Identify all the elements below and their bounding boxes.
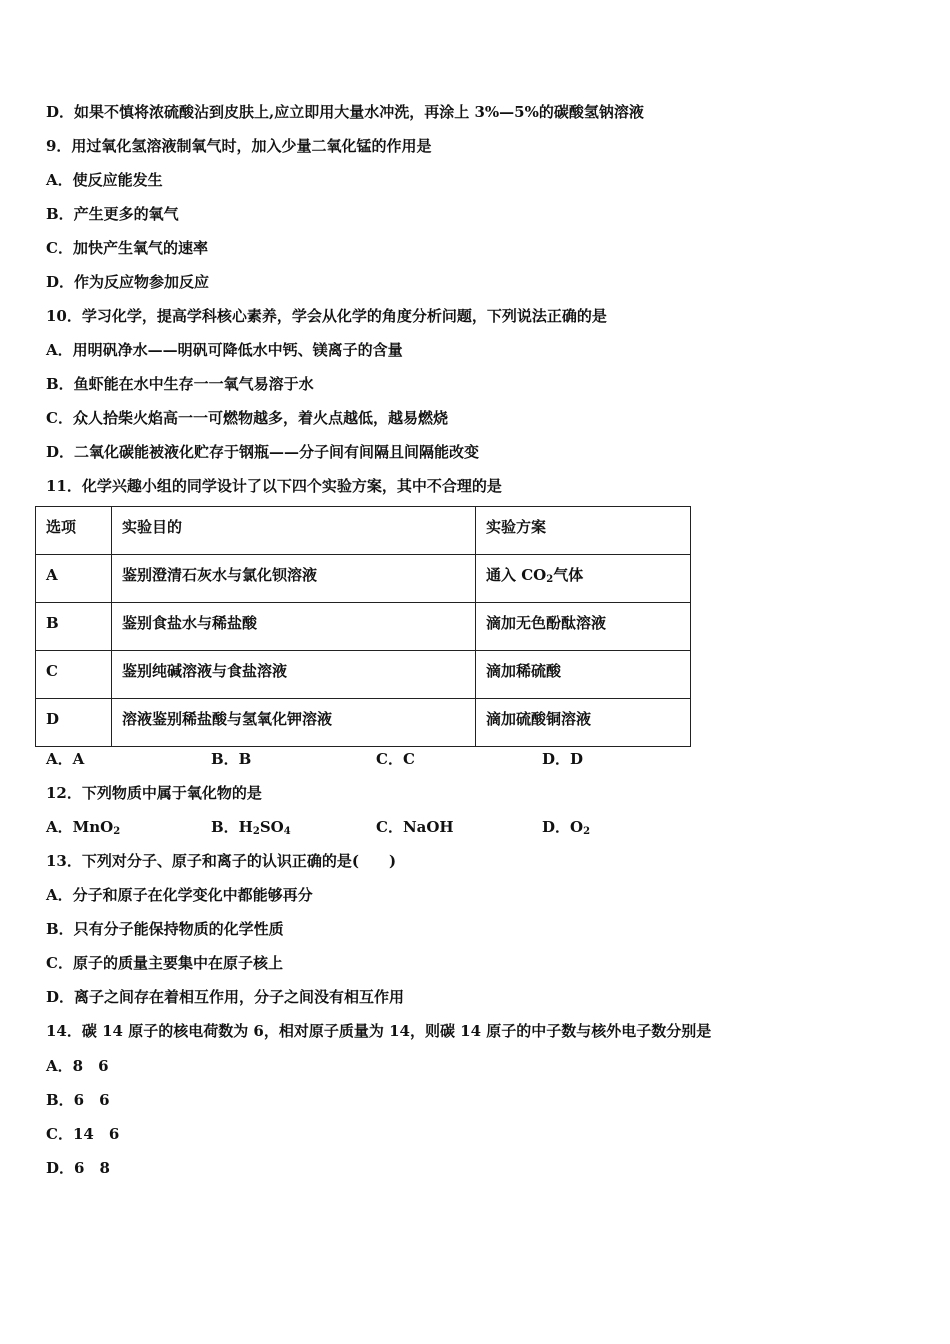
- q14-stem: 14．碳 14 原子的核电荷数为 6，相对原子质量为 14，则碳 14 原子的中子数与核外电子数分别是: [46, 1022, 712, 1040]
- row-option: C: [36, 651, 112, 699]
- row-plan: 滴加无色酚酞溶液: [476, 603, 691, 651]
- table-row: [36, 603, 691, 651]
- header-purpose: 实验目的: [112, 507, 476, 555]
- q10-option-d: D．二氧化碳能被液化贮存于钢瓶——分子间有间隔且间隔能改变: [46, 443, 480, 461]
- q12-option-b: B．$H_2SO_4$: [211, 818, 291, 837]
- q12-option-c: C．NaOH: [376, 818, 454, 836]
- q9-option-d: D．作为反应物参加反应: [46, 273, 210, 291]
- table-row: [36, 699, 691, 747]
- row-purpose: 鉴别澄清石灰水与氯化钡溶液: [112, 555, 476, 603]
- row-option: A: [36, 555, 112, 603]
- table-header-row: [36, 507, 691, 555]
- q13-option-b: B．只有分子能保持物质的化学性质: [46, 920, 284, 938]
- row-plan: 滴加稀硫酸: [476, 651, 691, 699]
- q10-option-b: B．鱼虾能在水中生存一一氧气易溶于水: [46, 375, 314, 393]
- q10-option-c: C．众人拾柴火焰高一一可燃物越多，着火点越低，越易燃烧: [46, 409, 448, 427]
- q14-option-c: C．14 6: [46, 1125, 120, 1143]
- q9-option-b: B．产生更多的氧气: [46, 205, 179, 223]
- q8-option-d: D．如果不慎将浓硫酸沾到皮肤上,应立即用大量水冲洗，再涂上 3%—5%的碳酸氢钠溶液: [46, 103, 644, 121]
- q11-option-c: C．C: [376, 750, 415, 768]
- q12-option-d: D．$O_2$: [542, 818, 591, 837]
- q13-option-c: C．原子的质量主要集中在原子核上: [46, 954, 283, 972]
- row-purpose: 鉴别食盐水与稀盐酸: [112, 603, 476, 651]
- q10-stem: 10．学习化学，提高学科核心素养，学会从化学的角度分析问题，下列说法正确的是: [46, 307, 607, 325]
- row-option: D: [36, 699, 112, 747]
- table-row: [36, 555, 691, 603]
- q11-option-a: A．A: [46, 750, 85, 768]
- row-option: B: [36, 603, 112, 651]
- q13-option-a: A．分子和原子在化学变化中都能够再分: [46, 886, 313, 904]
- q11-stem: 11．化学兴趣小组的同学设计了以下四个实验方案，其中不合理的是: [46, 477, 502, 495]
- row-plan: 滴加硫酸铜溶液: [476, 699, 691, 747]
- q12-stem: 12．下列物质中属于氧化物的是: [46, 784, 262, 802]
- header-option: 选项: [36, 507, 112, 555]
- q14-option-d: D．6 8: [46, 1159, 110, 1177]
- q9-option-a: A．使反应能发生: [46, 171, 163, 189]
- q13-stem: 13．下列对分子、原子和离子的认识正确的是( ): [46, 852, 397, 870]
- q12-option-a: A．MnO$_2$: [46, 818, 121, 837]
- row-plan: 通入 $CO_2$气体: [476, 555, 691, 603]
- q11-experiment-table: [35, 506, 691, 747]
- row-purpose: 鉴别纯碱溶液与食盐溶液: [112, 651, 476, 699]
- q14-option-a: A．8 6: [46, 1057, 109, 1075]
- header-plan: 实验方案: [476, 507, 691, 555]
- q9-option-c: C．加快产生氧气的速率: [46, 239, 208, 257]
- table-row: [36, 651, 691, 699]
- row-purpose: 溶液鉴别稀盐酸与氢氧化钾溶液: [112, 699, 476, 747]
- q13-option-d: D．离子之间存在着相互作用，分子之间没有相互作用: [46, 988, 405, 1006]
- q11-option-b: B．B: [211, 750, 252, 768]
- q11-option-d: D．D: [542, 750, 584, 768]
- q14-option-b: B．6 6: [46, 1091, 110, 1109]
- q10-option-a: A．用明矾净水——明矾可降低水中钙、镁离子的含量: [46, 341, 403, 359]
- q9-stem: 9．用过氧化氢溶液制氧气时，加入少量二氧化锰的作用是: [46, 137, 432, 155]
